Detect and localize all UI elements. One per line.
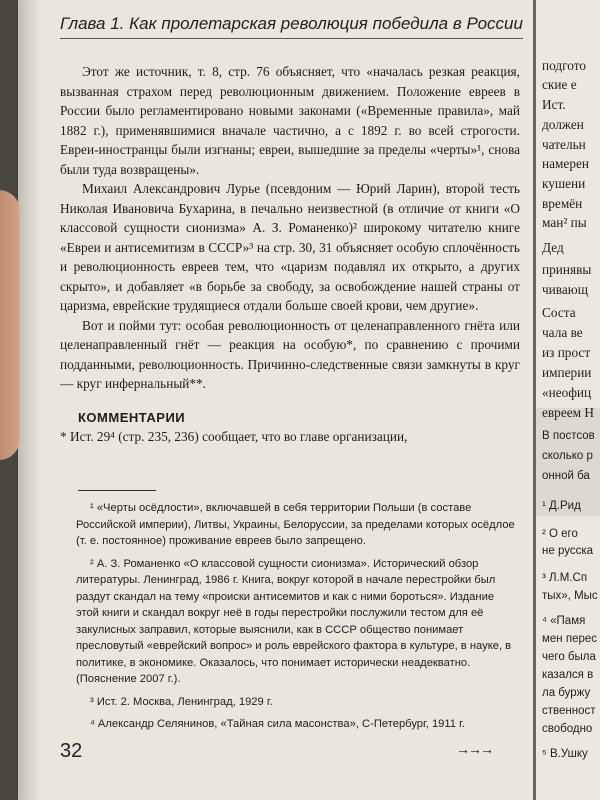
right-line: евреем Н — [542, 405, 594, 420]
right-line: кушени — [542, 176, 586, 191]
right-footnote-line: мен перес — [542, 633, 598, 645]
right-line: империи — [542, 365, 592, 380]
right-footnote-line: ¹ Д.Рид — [542, 500, 581, 512]
right-line: подгото — [542, 58, 587, 73]
right-footnote-line: тых», Мыс — [542, 590, 598, 602]
right-line: «неофиц — [542, 385, 592, 400]
right-line: времён — [542, 196, 583, 211]
right-footnote-line: свободно — [542, 723, 593, 735]
left-page — [18, 0, 533, 800]
paragraph-3: Вот и пойми тут: особая революционность от целенаправленного гнёта или целенаправленный гнёт — реакция на особую*, по сравнению с прочими подданными, революционность. Причинно-следственные связи замкнуты в круг — круг инфернальный**. — [60, 317, 520, 391]
right-box-line: В постсов — [542, 430, 595, 442]
running-header: Глава 1. Как пролетарская революция победила в России — [60, 14, 523, 39]
right-footnote-line: не русска — [542, 545, 594, 557]
footnote-3: ³ Ист. 2. Москва, Ленинград, 1929 г. — [90, 695, 273, 708]
right-line: должен — [542, 117, 584, 132]
footnote-separator — [78, 490, 156, 491]
footnotes — [76, 500, 516, 739]
right-line: из прост — [542, 345, 591, 360]
right-line: ман² пы — [542, 215, 587, 230]
comments-heading: КОММЕНТАРИИ — [78, 409, 186, 425]
right-box-line: онной ба — [542, 470, 590, 482]
right-line: намерен — [542, 156, 590, 171]
paragraph-1: Этот же источник, т. 8, стр. 76 объясняет, что «началась резкая реакция, вызванная страхом перед революционным движением. Положение евреев в России было регламентировано новыми законами («Временные правила», май 1882 г.), применявшимися вначале частично, а с 1892 г. во всей строгости. Евреи-иностранцы были изгнаны; евреи, вышедшие за пределы «черты»¹, снова были туда возвращены». — [60, 64, 520, 177]
right-footnote-line: чего была — [542, 651, 596, 663]
footnote-2: ² А. З. Романенко «О классовой сущности сионизма». Исторический обзор литературы. Ленинград, 1986 г. Книга, вокруг которой в начале перестройки был раздут скандал на тему «происки антисемитов и как с ними бороться». Издание этой книги и скандал вокруг неё в годы перестройки послужили тестом для её закулисных заправил, которые выяснили, как в СССР общество понимает пресловутый «еврейский вопрос» и роль еврейского фактора в культуре, в науке, в политике, в экономике. Оказалось, что понимает исторически неадекватно. (Пояснение 2007 г.). — [76, 557, 512, 685]
right-line: чательн — [542, 137, 586, 152]
footnote-4: ⁴ Александр Селянинов, «Тайная сила масонства», С-Петербург, 1911 г. — [90, 718, 465, 730]
right-box-line: сколько р — [542, 450, 593, 462]
right-footnote-line: ла буржу — [542, 687, 591, 699]
right-line: чивающ — [542, 282, 588, 297]
right-footnote-line: ⁴ «Памя — [542, 615, 586, 627]
right-footnote-line: ² О его — [542, 528, 578, 540]
right-line: чала ве — [542, 325, 583, 340]
main-text — [60, 62, 520, 447]
footnote-1: ¹ «Черты осёдлости», включавшей в себя территории Польши (в составе Российской империи), Литвы, Украины, Белоруссии, за пределами которых осёдлое (т. е. постоянное) проживание евреев было запрещено. — [76, 502, 515, 547]
paragraph-2: Михаил Александрович Лурье (псевдоним — Юрий Ларин), второй тесть Николая Ивановича Бухарина, в печально неизвестной (в отличие от книги «О классовой сущности сионизма» А. З. Романенко)² широкому читателю книге «Евреи и антисемитизм в СССР»³ на стр. 30, 31 объясняет особую сплочённость и революционность евреев тем, что «царизм подавлял их открыто, а других скрыто», и добавляет «в борьбе за свободу, за освобождение нашей страны от царизма, еврейские трудящиеся отдали больше своей крови, чем другие». — [60, 181, 520, 313]
right-footnote-line: ⁵ В.Ушку — [542, 748, 588, 760]
right-line: принявы — [542, 262, 592, 277]
right-line: ские е — [542, 77, 577, 92]
right-footnote-line: ственност — [542, 705, 596, 717]
thumb — [0, 190, 20, 460]
page-number: 32 — [60, 740, 83, 762]
right-footnote-line: ³ Л.М.Сп — [542, 572, 588, 584]
right-line: Соста — [542, 305, 576, 320]
continue-arrows: →→→ — [456, 743, 492, 758]
right-line: Ист. — [542, 97, 566, 112]
right-page — [533, 0, 600, 800]
right-footnote-line: казался в — [542, 669, 594, 681]
comment-1: * Ист. 29⁴ (стр. 235, 236) сообщает, что во главе организации, — [60, 429, 408, 444]
right-line: Дед — [542, 240, 564, 255]
